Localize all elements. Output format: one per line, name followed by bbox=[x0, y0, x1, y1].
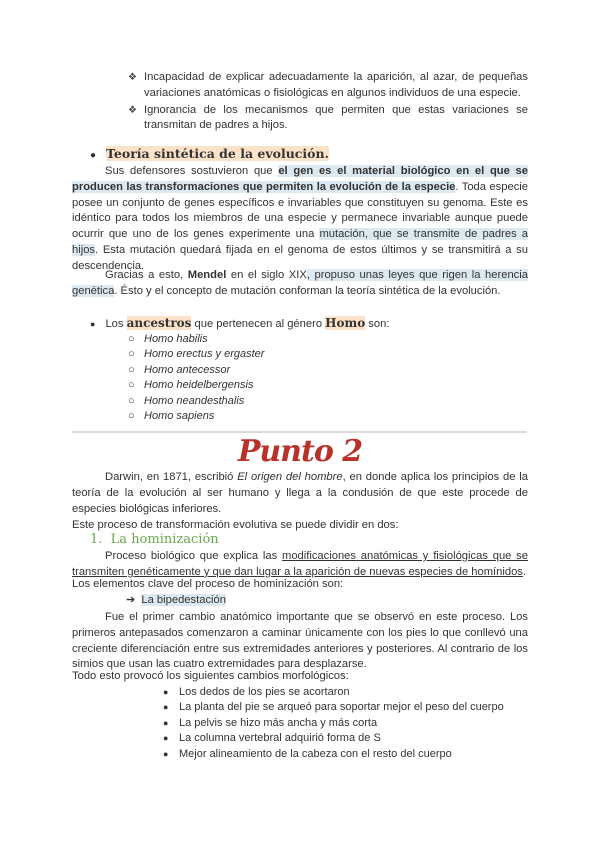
list-item: ❖ Ignorancia de los mecanismos que permiten que estas variaciones se transmitan de padres a hijos. bbox=[128, 103, 528, 135]
hominizacion-paragraph: Proceso biológico que explica las modificaciones anatómicas y fisiológicas que se transmiten genéticamente y que dan lugar a la aparición de nuevas especies de homínidos. bbox=[72, 550, 528, 578]
bullet-icon: ● bbox=[163, 702, 169, 713]
bullet-icon: ● bbox=[90, 319, 96, 329]
circle-bullet-icon: ○ bbox=[128, 333, 135, 345]
list-item: ● La columna vertebral adquirió forma de S bbox=[163, 731, 504, 746]
key-item-bipedestacion: ➔ La bipedestación bbox=[126, 594, 226, 606]
darwin-paragraph: Darwin, en 1871, escribió El origen del hombre, en donde aplica los principios de la teoría de la evolución al ser humano y llega a la condusión de que este procede de especies biológicas inferiores. bbox=[72, 471, 528, 515]
darwin-paragraph-2: Este proceso de transformación evolutiva se puede dividir en dos: bbox=[72, 519, 399, 531]
horizontal-divider bbox=[72, 431, 527, 433]
circle-bullet-icon: ○ bbox=[128, 394, 135, 407]
bipedestacion-paragraph: Fue el primer cambio anatómico importante que se observó en este proceso. Los primeros antepasados comenzaron a caminar únicamente con los pies lo que conllevó una creciente diferenciación entre sus extremidades anteriores y posteriores. Al contrario de los simios que usan las cuatro extremidades para desplazarse. bbox=[72, 611, 528, 671]
diamond-bullet-icon: ❖ bbox=[128, 104, 137, 116]
bullet-icon: ● bbox=[90, 150, 97, 161]
hominizacion-heading: 1. La hominización bbox=[90, 532, 219, 547]
list-item: ● La pelvis se hizo más ancha y más corta bbox=[163, 716, 504, 731]
list-item: ○ Homo heidelbergensis bbox=[128, 378, 264, 393]
bullet-icon: ● bbox=[163, 733, 169, 744]
ancestros-line: ● Los ancestros que pertenecen al género Homo son: bbox=[90, 316, 390, 330]
punto-title: Punto 2 bbox=[237, 434, 363, 469]
circle-bullet-icon: ○ bbox=[128, 348, 135, 361]
list-item: ○ Homo antecessor bbox=[128, 363, 264, 378]
circle-bullet-icon: ○ bbox=[128, 379, 135, 392]
list-item: ○ Homo neandesthalis bbox=[128, 394, 264, 409]
list-item: ● La planta del pie se arqueó para soportar mejor el peso del cuerpo bbox=[163, 700, 504, 715]
morphological-changes-list bbox=[163, 685, 504, 762]
homo-species-list bbox=[128, 332, 264, 424]
section-heading-sintetica: ● Teoría sintética de la evolución. bbox=[90, 146, 329, 161]
list-item: ● Mejor alineamiento de la cabeza con el resto del cuerpo bbox=[163, 747, 504, 762]
bullet-icon: ● bbox=[163, 748, 169, 759]
circle-bullet-icon: ○ bbox=[128, 410, 135, 423]
circle-bullet-icon: ○ bbox=[128, 363, 135, 376]
bullet-icon: ● bbox=[163, 687, 169, 697]
list-item: ❖ Incapacidad de explicar adecuadamente la aparición, al azar, de pequeñas variaciones anatómicas o fisiológicas en algunos individuos de una especie. bbox=[128, 70, 528, 102]
list-item: ○ Homo erectus y ergaster bbox=[128, 347, 264, 362]
list-item: ○ Homo sapiens bbox=[128, 409, 264, 424]
sintetica-paragraph-2: Gracias a esto, Mendel en el siglo XIX, propuso unas leyes que rigen la herencia genética. Ésto y el concepto de mutación conforman la teoría sintética de la evolución. bbox=[72, 269, 528, 297]
bullet-icon: ● bbox=[163, 717, 169, 728]
limitations-list bbox=[128, 70, 528, 135]
sintetica-paragraph-1: Sus defensores sostuvieron que el gen es el material biológico en el que se producen las transformaciones que permiten la evolución de la especie. Toda especie posee un conjunto de genes específicos e invariables que constituyen su genoma. Este es idéntico para todos los miembros de una especie y permanece invariable aunque puede ocurrir que uno de los genes experimente una mutación, que se transmite de padres a hijos. Esta mutación quedará fijada en el genoma de estos últimos y se transmitirá a su descendencia. bbox=[72, 165, 529, 272]
list-item: ○ Homo habilis bbox=[128, 332, 264, 347]
diamond-bullet-icon: ❖ bbox=[128, 72, 137, 83]
cambios-intro: Todo esto provocó los siguientes cambios morfológicos: bbox=[72, 670, 349, 682]
list-item: ● Los dedos de los pies se acortaron bbox=[163, 685, 504, 700]
arrow-right-icon: ➔ bbox=[126, 594, 136, 606]
hominizacion-paragraph-2: Los elementos clave del proceso de hominización son: bbox=[72, 578, 344, 590]
